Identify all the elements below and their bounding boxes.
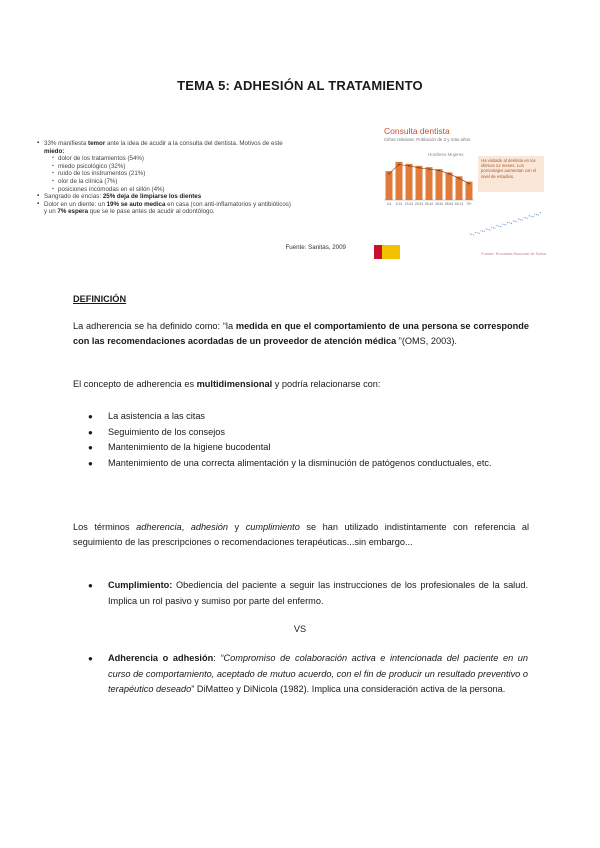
page-title: TEMA 5: ADHESIÓN AL TRATAMIENTO — [177, 78, 423, 93]
trend-point — [504, 224, 505, 225]
reason-item: ▪ ruido de los instrumentos (21%) — [58, 170, 346, 178]
trend-point — [489, 229, 490, 230]
trend-point — [471, 234, 472, 235]
trend-point — [491, 227, 492, 228]
trend-point — [484, 231, 485, 232]
trend-point — [486, 228, 487, 229]
chart-legend: Hombres Mujeres — [428, 152, 464, 157]
trend-point — [500, 226, 501, 227]
trend-point — [473, 234, 474, 235]
chart-tick-label: 55-64 — [444, 202, 454, 206]
list-item: ● Mantenimiento de la higiene bucodental — [88, 440, 528, 456]
vs-label: VS — [293, 624, 307, 634]
trend-point — [514, 221, 515, 222]
section-heading: DEFINICIÓN — [73, 294, 127, 304]
chart-bar — [416, 166, 423, 200]
multidimensional-paragraph: El concepto de adherencia es multidimensional y podría relacionarse con: — [73, 379, 381, 389]
chart-title: Consulta dentista — [384, 126, 450, 136]
chart-footnote: Fuente: Encuesta Nacional de Salud — [481, 251, 546, 256]
adherence-factors-list — [88, 409, 528, 471]
chart-note: Ha visitado al dentista en los últimos 12 meses. Los porcentajes aumentan con el nivel de estudios. — [478, 156, 544, 192]
ministry-logo — [374, 245, 400, 259]
chart-bar — [426, 167, 433, 200]
reasons-list — [44, 155, 346, 193]
trend-point — [487, 229, 488, 230]
cumplimiento-item: ● Cumplimiento: Obediencia del paciente a seguir las instrucciones de los profesionales de la salud. Implica un rol pasivo y sumiso por parte del enfermo. — [88, 578, 528, 609]
chart-tick-label: 65-74 — [454, 202, 464, 206]
trend-point — [522, 219, 523, 220]
chart-tick-label: 15-24 — [404, 202, 414, 206]
list-item: ▪ 33% manifiesta temor ante la idea de acudir a la consulta del dentista. Motivos de este miedo: ▪ dolor de los tratamientos (54%) ▪ miedo psicológico (32%) ▪ ruido de los instrumentos (21%) ▪ olor de la clínica (7%) ▪ posiciones incómodas en el sillón (4%) — [44, 140, 346, 193]
reason-item: ▪ posiciones incómodas en el sillón (4%) — [58, 186, 346, 194]
terms-paragraph: Los términos adherencia, adhesión y cumplimiento se han utilizado indistintamente con referencia al seguimiento de las prescripciones o recomendaciones terapéuticas...sin embargo... — [73, 522, 529, 547]
list-item: ● Mantenimiento de una correcta alimentación y la disminución de patógenos conductuales, etc. — [88, 456, 528, 472]
trend-point — [502, 224, 503, 225]
chart-tick-label: 35-44 — [424, 202, 434, 206]
trend-point — [518, 219, 519, 220]
trend-point — [527, 218, 528, 219]
chart-subtitle: Cifras relativas. Población de 3 y más años — [384, 137, 471, 142]
definition-paragraph: La adherencia se ha definido como: “la medida en que el comportamiento de una persona se corresponde con las recomendaciones acordadas de un proveedor de atención médica ”(OMS, 2003). — [73, 321, 529, 346]
trend-point — [513, 220, 514, 221]
chart-tick-label: 3-4 — [386, 202, 392, 206]
trend-point — [536, 214, 537, 215]
trend-point — [511, 223, 512, 224]
cumplimiento-list — [88, 578, 528, 609]
chart-bar — [396, 162, 403, 200]
list-item: ▪ Dolor en un diente: un 19% se auto medica en casa (con anti-inflamatorios y antibióticos) y un 7% espera que se le pase antes de acudir al odontólogo. — [44, 201, 346, 216]
trend-point — [516, 221, 517, 222]
trend-point — [523, 217, 524, 218]
chart — [370, 122, 554, 262]
chart-tick-label: 25-34 — [414, 202, 424, 206]
trend-point — [531, 216, 532, 217]
trend-point — [534, 214, 535, 215]
trend-point — [493, 227, 494, 228]
trend-point — [505, 224, 506, 225]
trend-point — [520, 219, 521, 220]
trend-point — [525, 217, 526, 218]
chart-tick-label: 45-54 — [434, 202, 444, 206]
list-item: ● Seguimiento de los consejos — [88, 425, 528, 441]
trend-point — [540, 212, 541, 213]
trend-point — [469, 233, 470, 234]
chart-bar — [386, 171, 393, 200]
trend-point — [480, 230, 481, 231]
trend-point — [475, 232, 476, 233]
trend-point — [509, 222, 510, 223]
trend-point — [532, 216, 533, 217]
trend-point — [498, 226, 499, 227]
reason-item: ▪ dolor de los tratamientos (54%) — [58, 155, 346, 163]
trend-point — [477, 232, 478, 233]
reason-item: ▪ miedo psicológico (32%) — [58, 163, 346, 171]
source-caption: Fuente: Sanitas, 2009 — [285, 244, 346, 252]
chart-bar — [436, 169, 443, 200]
chart-bar — [406, 164, 413, 200]
trend-point — [529, 215, 530, 216]
list-item: ▪ Sangrado de encías: 25% deja de limpiarse los dientes — [44, 193, 346, 201]
trend-point — [538, 215, 539, 216]
trend-point — [482, 231, 483, 232]
trend-point — [478, 233, 479, 234]
chart-tick-label: 75+ — [466, 202, 472, 206]
reason-item: ▪ olor de la clínica (7%) — [58, 178, 346, 186]
adherencia-item: ● Adherencia o adhesión: “Compromiso de colaboración activa e intencionada del paciente en un curso de comportamiento, aceptado de mutuo acuerdo, con el fin de producir un resultado preventivo o terapéutico deseado” DiMatteo y DiNicola (1982). Implica una consideración activa de la persona. — [88, 651, 528, 698]
chart-bar — [446, 172, 453, 200]
adherencia-list — [88, 651, 528, 698]
trend-point — [495, 228, 496, 229]
chart-image — [370, 122, 554, 262]
chart-tick-label: 5-14 — [395, 202, 403, 206]
trend-point — [507, 222, 508, 223]
trend-point — [496, 225, 497, 226]
summary-image — [36, 140, 346, 258]
list-item: ● La asistencia a las citas — [88, 409, 528, 425]
